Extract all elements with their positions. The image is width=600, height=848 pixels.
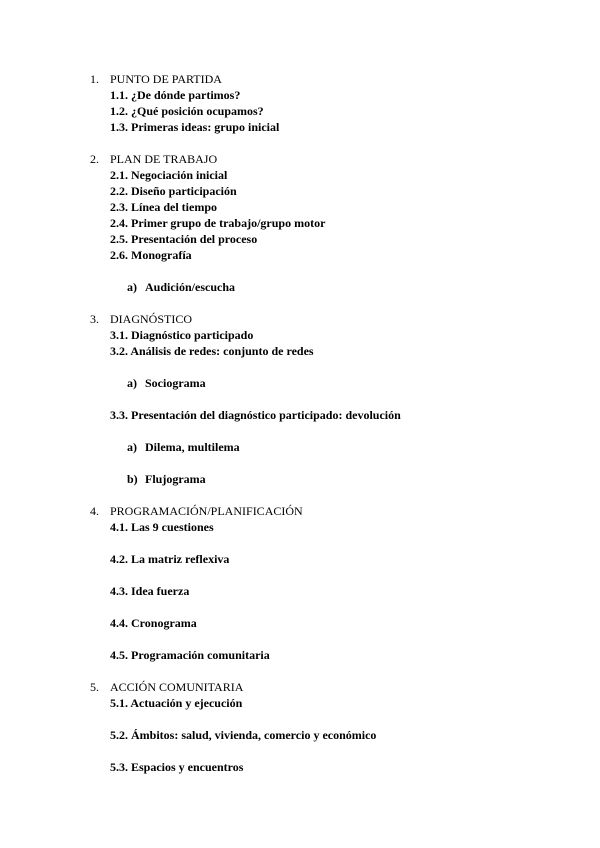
section-1: 1. PUNTO DE PARTIDA: [90, 72, 222, 86]
item-4-2: 4.2. La matriz reflexiva: [110, 552, 230, 566]
item-2-4: 2.4. Primer grupo de trabajo/grupo motor: [110, 216, 326, 230]
item-2-2: 2.2. Diseño participación: [110, 184, 237, 198]
item-3-2-a: a) Sociograma: [127, 376, 206, 390]
item-4-1: 4.1. Las 9 cuestiones: [110, 520, 214, 534]
item-3-3-a: a) Dilema, multilema: [127, 440, 240, 454]
item-3-3: 3.3. Presentación del diagnóstico participado: devolución: [110, 408, 401, 422]
section-2: 2. PLAN DE TRABAJO: [90, 152, 218, 166]
item-4-4: 4.4. Cronograma: [110, 616, 197, 630]
item-5-3: 5.3. Espacios y encuentros: [110, 760, 244, 774]
item-2-1: 2.1. Negociación inicial: [110, 168, 228, 182]
item-1-1: 1.1. ¿De dónde partimos?: [110, 88, 241, 102]
item-3-3-b: b) Flujograma: [127, 472, 206, 486]
item-3-2: 3.2. Análisis de redes: conjunto de redes: [110, 344, 314, 358]
item-4-5: 4.5. Programación comunitaria: [110, 648, 270, 662]
section-4: 4. PROGRAMACIÓN/PLANIFICACIÓN: [90, 504, 303, 518]
item-2-5: 2.5. Presentación del proceso: [110, 232, 258, 246]
item-1-2: 1.2. ¿Qué posición ocupamos?: [110, 104, 264, 118]
item-5-1: 5.1. Actuación y ejecución: [110, 696, 243, 710]
item-4-3: 4.3. Idea fuerza: [110, 584, 190, 598]
section-3: 3. DIAGNÓSTICO: [90, 312, 192, 326]
item-3-1: 3.1. Diagnóstico participado: [110, 328, 254, 342]
item-2-3: 2.3. Línea del tiempo: [110, 200, 217, 214]
section-5: 5. ACCIÓN COMUNITARIA: [90, 680, 244, 694]
item-5-2: 5.2. Ámbitos: salud, vivienda, comercio y económico: [110, 728, 377, 742]
item-1-3: 1.3. Primeras ideas: grupo inicial: [110, 120, 280, 134]
item-2-6-a: a) Audición/escucha: [127, 280, 236, 294]
item-2-6: 2.6. Monografía: [110, 248, 192, 262]
